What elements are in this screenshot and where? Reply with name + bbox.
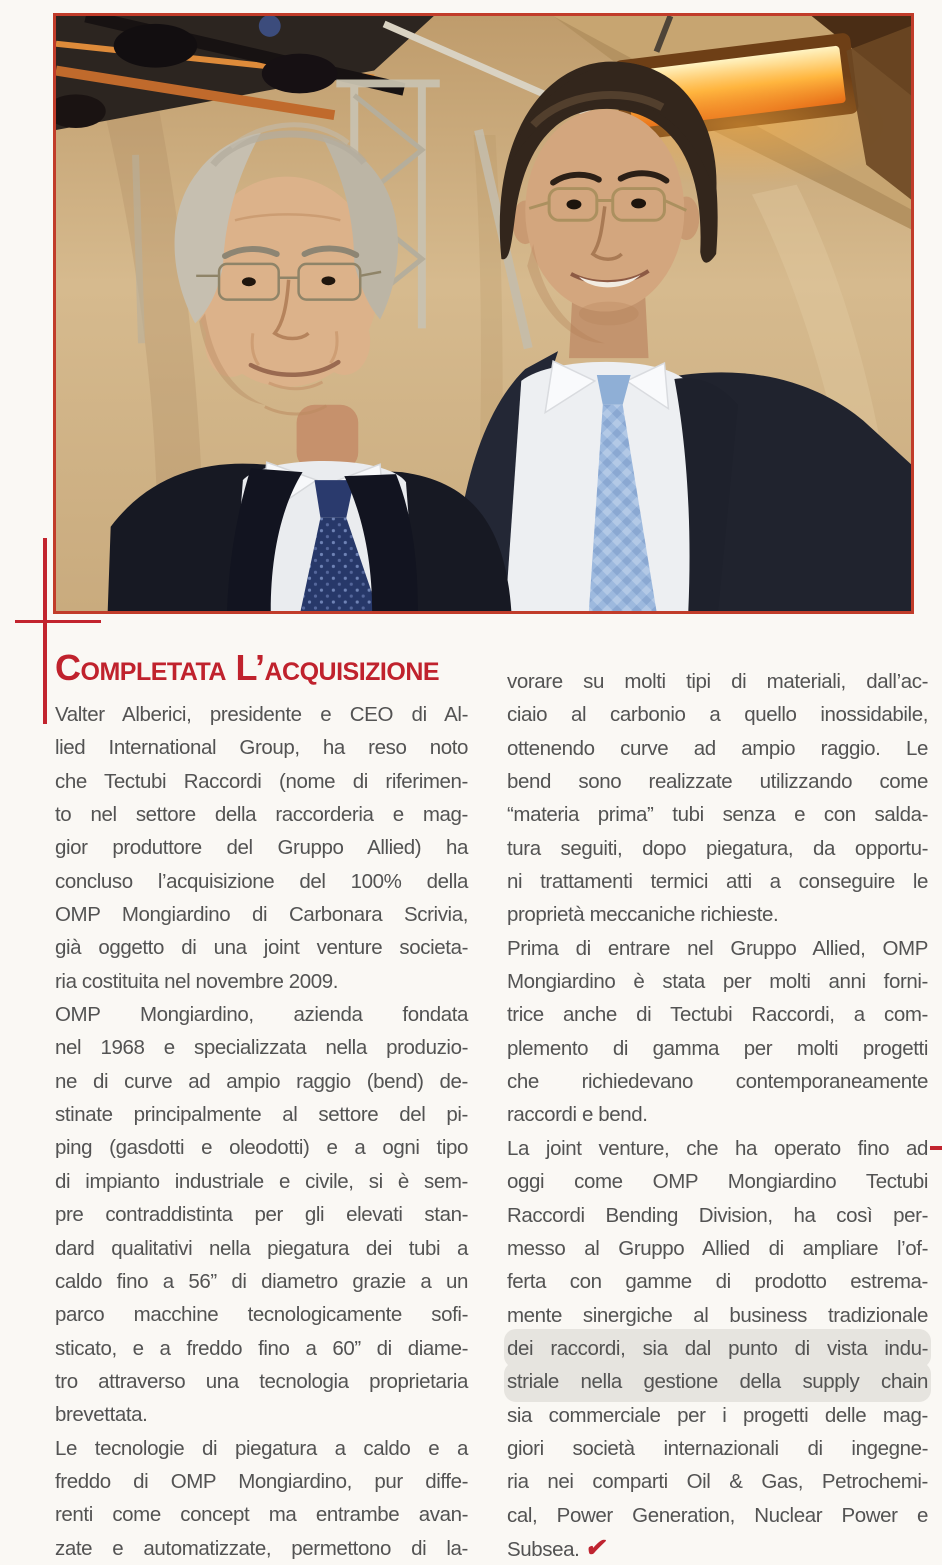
text-line: renti come concept ma entrambe avan- [55,1503,468,1527]
text-line: che richiedevano contemporaneamente [507,1070,928,1094]
text-line: freddo di OMP Mongiardino, pur diffe- [55,1469,468,1493]
text-line: trice anche di Tectubi Raccordi, a com- [507,1003,928,1027]
text-line: ottenendo curve ad ampio raggio. Le [507,736,928,760]
text-line: to nel settore della raccorderia e mag- [55,803,468,827]
text-line: ping (gasdotti e oleodotti) e a ogni tipo [55,1136,468,1160]
article-column-left-text [55,698,468,1565]
text-line: raccordi e bend. [507,1103,648,1127]
text-line: OMP Mongiardino di Carbonara Scrivia, [55,903,468,927]
article-photo [53,13,914,614]
text-line: lied International Group, ha reso noto [55,736,468,760]
text-line: già oggetto di una joint venture societa- [55,936,468,960]
text-line: sia commerciale per i progetti delle mag- [507,1403,928,1427]
text-line: striale nella gestione della supply chain [507,1365,928,1398]
text-line: parco macchine tecnologicamente sofi- [55,1303,468,1327]
text-line: ferta con gamme di prodotto estrema- [507,1270,928,1294]
text-line: gior produttore del Gruppo Allied) ha [55,836,468,860]
text-line: messo al Gruppo Allied di ampliare l’of- [507,1236,928,1260]
article-headline: Completata L’acquisizione [55,647,440,688]
text-line: che Tectubi Raccordi (nome di riferimen- [55,769,468,793]
text-line: di impianto industriale e civile, si è sem- [55,1169,468,1193]
red-edge-dash [930,1146,942,1150]
text-line: tro attraverso una tecnologia proprietaria [55,1369,468,1393]
text-line: mente sinergiche al business tradizionale [507,1303,928,1327]
article-column-left [55,645,468,1565]
text-line: dei raccordi, sia dal punto di vista indu- [507,1332,928,1365]
text-line: cal, Power Generation, Nuclear Power e [507,1503,928,1527]
text-line: Prima di entrare nel Gruppo Allied, OMP [507,936,928,960]
event-photo-illustration [56,16,911,611]
text-line: ria nei comparti Oil & Gas, Petrochemi- [507,1470,928,1494]
text-line: brevettata. [55,1403,148,1427]
text-line: oggi come OMP Mongiardino Tectubi [507,1170,928,1194]
text-line: ciaio al carbonio a quello inossidabile, [507,703,928,727]
text-line: ne di curve ad ampio raggio (bend) de- [55,1069,468,1093]
text-line: plemento di gamma per molti progetti [507,1036,928,1060]
text-line: tura seguiti, dopo piegatura, da opportu- [507,836,928,860]
text-line: ria costituita nel novembre 2009. [55,969,339,993]
text-line: Raccordi Bending Division, ha così per- [507,1203,928,1227]
text-line: bend sono realizzate utilizzando come [507,770,928,794]
article-column-right [507,665,928,1565]
red-horizontal-rule [15,620,101,623]
text-line: pre contraddistinta per gli elevati stan- [55,1203,468,1227]
text-line: Le tecnologie di piegatura a caldo e a [55,1436,468,1460]
text-line: Subsea. ✔ [507,1532,928,1565]
text-line: nel 1968 e specializzata nella produzio- [55,1036,468,1060]
red-vertical-rule [43,538,47,724]
text-line: caldo fino a 56” di diametro grazie a un [55,1269,468,1293]
text-line: La joint venture, che ha operato fino ad [507,1136,928,1160]
text-line: concluso l’acquisizione del 100% della [55,869,468,893]
red-checkmark-icon: ✔ [584,1533,610,1562]
text-line: sticato, e a freddo fino a 60” di diame- [55,1336,468,1360]
text-line: Valter Alberici, presidente e CEO di Al- [55,703,468,726]
text-line: Mongiardino è stata per molti anni forni- [507,970,928,994]
text-line: zate e automatizzate, permettono di la- [55,1536,468,1560]
article-column-right-text [507,665,928,1565]
text-line: stinate principalmente al settore del pi- [55,1103,468,1127]
text-line: dard qualitativi nella piegatura dei tubi a [55,1236,468,1260]
text-line: proprietà meccaniche richieste. [507,903,779,927]
text-line: “materia prima” tubi senza e con salda- [507,803,928,827]
text-line: giori società internazionali di ingegne- [507,1436,928,1460]
text-line: vorare su molti tipi di materiali, dall’ac- [507,670,928,693]
text-line: ni trattamenti termici atti a conseguire le [507,870,928,894]
text-line: OMP Mongiardino, azienda fondata [55,1003,468,1027]
